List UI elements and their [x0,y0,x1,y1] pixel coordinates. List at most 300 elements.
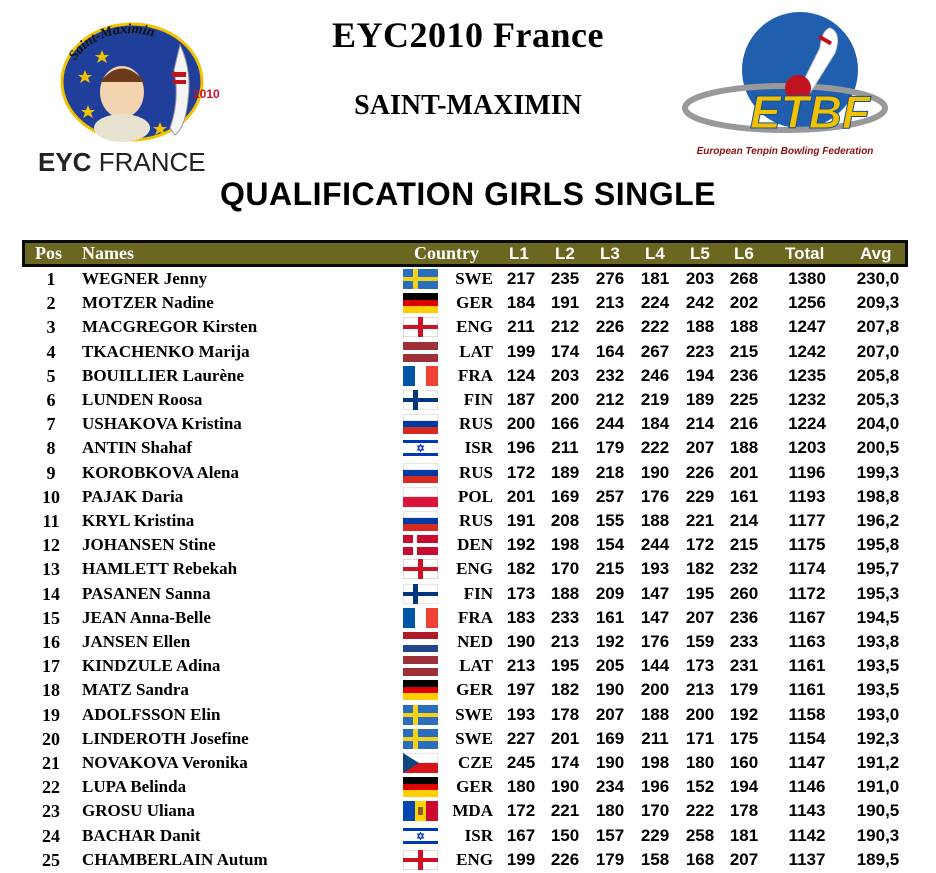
logo-arc-text: Saint-Maximin [66,21,157,64]
country-cell: SWE [455,269,493,288]
col-avg: Avg [860,244,892,263]
table-row [0,630,936,654]
l3-cell: 192 [595,632,625,651]
l2-cell: 203 [550,365,580,385]
total-cell: 1203 [788,438,826,458]
l3-cell: 213 [595,293,625,313]
pol-flag-icon [403,487,438,507]
avg-cell: 189,5 [856,849,900,869]
l1-cell: 172 [506,462,536,482]
lat-flag-icon [403,656,438,676]
col-pos: Pos [35,243,62,263]
name-cell: LUNDEN Roosa [82,390,203,409]
total-cell: 1232 [788,390,826,409]
l6-cell: 188 [729,438,759,458]
l1-cell: 196 [506,438,536,458]
name-cell: JANSEN Ellen [82,632,191,651]
name-cell: CHAMBERLAIN Autum [82,849,268,869]
pos-cell: 24 [42,825,60,846]
total-cell: 1142 [788,825,826,845]
table-row [0,848,936,872]
l2-cell: 235 [550,269,580,288]
pos-cell: 5 [46,365,56,386]
country-cell: RUS [458,462,493,482]
name-cell: ANTIN Shahaf [82,438,193,458]
l5-cell: 258 [685,825,715,845]
name-cell: KINDZULE Adina [82,656,221,676]
l4-cell: 219 [640,390,670,409]
l5-cell: 203 [685,269,715,288]
l1-cell: 211 [507,317,535,337]
isr-flag-icon [403,826,438,846]
name-cell: PAJAK Daria [82,486,184,506]
avg-cell: 207,8 [856,317,900,337]
table-row [0,412,936,436]
total-cell: 1196 [788,462,826,482]
l6-cell: 231 [729,656,759,676]
country-cell: FRA [458,365,493,385]
pos-cell: 13 [42,559,60,580]
l1-cell: 187 [506,390,536,409]
pos-cell: 15 [42,607,60,628]
l1-cell: 167 [506,825,536,845]
pos-cell: 4 [46,341,56,362]
eng-flag-icon [403,559,438,579]
l5-cell: 188 [685,317,715,337]
name-cell: MACGREGOR Kirsten [82,317,258,337]
avg-cell: 193,5 [856,680,900,700]
total-cell: 1172 [788,583,826,603]
eng-flag-icon [403,850,438,870]
ger-flag-icon [403,680,438,700]
l2-cell: 233 [550,607,580,627]
table-row [0,799,936,823]
l4-cell: 198 [640,753,670,772]
l5-cell: 222 [685,801,715,821]
l5-cell: 152 [685,777,715,797]
fra-flag-icon [403,366,438,386]
country-cell: LAT [459,341,493,361]
l4-cell: 222 [640,438,670,458]
avg-cell: 199,3 [856,462,900,482]
l6-cell: 181 [729,825,759,845]
table-row [0,533,936,557]
name-cell: ADOLFSSON Elin [82,704,221,724]
name-cell: TKACHENKO Marija [82,341,250,361]
name-cell: BACHAR Danit [82,825,201,845]
l4-cell: 229 [640,825,670,845]
avg-cell: 198,8 [856,486,900,506]
l3-cell: 155 [595,511,625,530]
total-cell: 1224 [788,414,826,434]
l1-cell: 197 [506,680,536,700]
pos-cell: 1 [46,269,56,289]
pos-cell: 17 [42,656,60,677]
l2-cell: 213 [550,632,580,651]
pos-cell: 25 [42,849,60,870]
l3-cell: 215 [595,559,625,579]
l5-cell: 173 [685,656,715,676]
l1-cell: 227 [506,728,536,748]
col-l2: L2 [555,244,575,263]
country-cell: LAT [459,656,493,676]
swe-flag-icon [403,729,438,749]
l1-cell: 183 [506,607,536,627]
name-cell: JOHANSEN Stine [82,535,216,555]
l1-cell: 200 [506,414,536,434]
name-cell: WEGNER Jenny [82,269,208,288]
l3-cell: 157 [595,825,625,845]
ned-flag-icon [403,632,438,652]
table-row [0,775,936,799]
country-cell: RUS [458,414,493,434]
l5-cell: 226 [685,462,715,482]
l6-cell: 215 [729,535,759,555]
name-cell: MOTZER Nadine [82,293,214,313]
etbf-logo [680,8,890,168]
l3-cell: 207 [595,704,625,724]
table-row [0,340,936,364]
l2-cell: 226 [550,849,580,869]
name-cell: USHAKOVA Kristina [82,414,242,434]
table-row [0,727,936,751]
country-cell: ENG [456,317,493,337]
avg-cell: 205,3 [856,390,900,409]
total-cell: 1235 [788,365,826,385]
pos-cell: 21 [42,753,60,773]
pos-cell: 2 [46,293,56,314]
l6-cell: 236 [729,365,759,385]
rus-flag-icon [403,511,438,531]
l4-cell: 144 [640,656,670,676]
total-cell: 1247 [788,317,826,337]
total-cell: 1174 [788,559,826,579]
l2-cell: 221 [550,801,580,821]
l5-cell: 180 [685,753,715,772]
name-cell: JEAN Anna-Belle [82,607,211,627]
country-cell: DEN [457,535,493,555]
l1-cell: 180 [506,777,536,797]
l5-cell: 221 [685,511,715,530]
l3-cell: 226 [595,317,625,337]
event-subtitle: SAINT-MAXIMIN [354,90,582,121]
l1-cell: 190 [506,632,536,651]
l3-cell: 190 [595,753,625,772]
swe-flag-icon [403,269,438,289]
rus-flag-icon [403,463,438,483]
l5-cell: 172 [685,535,715,555]
l5-cell: 207 [685,607,715,627]
pos-cell: 19 [42,704,60,725]
l1-cell: 182 [506,559,536,579]
name-cell: KOROBKOVA Alena [82,462,239,482]
total-cell: 1161 [788,656,826,676]
country-cell: CZE [458,753,493,772]
pos-cell: 20 [42,728,60,749]
avg-cell: 205,8 [856,365,900,385]
logo-etbf-letters: ETBF [750,86,871,138]
l6-cell: 260 [729,583,759,603]
col-l6: L6 [734,244,754,263]
col-l3: L3 [600,244,620,263]
total-cell: 1242 [788,341,826,361]
col-total: Total [785,244,825,263]
name-cell: NOVAKOVA Veronika [82,753,248,772]
avg-cell: 190,5 [856,801,900,821]
table-row [0,291,936,315]
table-row [0,388,936,412]
country-cell: NED [457,632,493,651]
total-cell: 1137 [788,849,826,869]
total-cell: 1154 [788,728,826,748]
avg-cell: 193,0 [856,704,900,724]
name-cell: GROSU Uliana [82,801,195,821]
logo-country: FRANCE [98,147,206,177]
total-cell: 1163 [788,632,826,651]
l5-cell: 195 [685,583,715,603]
col-l1: L1 [509,244,529,263]
l4-cell: 190 [640,462,670,482]
avg-cell: 195,3 [856,583,900,603]
l5-cell: 171 [685,728,715,748]
swe-flag-icon [403,705,438,725]
pos-cell: 7 [46,414,56,435]
l4-cell: 147 [640,583,670,603]
l2-cell: 169 [550,486,580,506]
l1-cell: 199 [506,341,536,361]
l5-cell: 223 [685,341,715,361]
l5-cell: 207 [685,438,715,458]
l4-cell: 267 [640,341,670,361]
table-row [0,703,936,727]
l1-cell: 193 [506,704,536,724]
l2-cell: 190 [550,777,580,797]
l5-cell: 213 [685,680,715,700]
table-header [22,240,908,267]
pos-cell: 3 [46,317,56,338]
col-l4: L4 [645,244,665,263]
l6-cell: 215 [729,341,759,361]
avg-cell: 196,2 [856,511,900,530]
total-cell: 1161 [788,680,826,700]
col-names: Names [82,243,134,263]
pos-cell: 9 [46,462,56,483]
l2-cell: 166 [550,414,580,434]
event-title: EYC2010 France [332,15,604,55]
mda-flag-icon [403,801,438,821]
l6-cell: 201 [729,462,759,482]
l2-cell: 174 [550,753,580,772]
l4-cell: 158 [640,849,670,869]
fin-flag-icon [403,390,438,410]
l1-cell: 199 [506,849,536,869]
l1-cell: 124 [506,365,536,385]
logo-caption: European Tenpin Bowling Federation [696,146,874,157]
country-cell: MDA [452,801,493,821]
country-cell: ENG [456,559,493,579]
l3-cell: 179 [595,438,625,458]
l2-cell: 191 [550,293,580,313]
l3-cell: 179 [595,849,625,869]
l2-cell: 208 [550,511,580,530]
total-cell: 1146 [788,777,826,797]
name-cell: LUPA Belinda [82,777,187,797]
l5-cell: 214 [685,414,715,434]
l1-cell: 191 [506,511,536,530]
l6-cell: 202 [729,293,759,313]
country-cell: FRA [458,607,493,627]
name-cell: KRYL Kristina [82,511,195,530]
pos-cell: 22 [42,777,60,798]
logo-eyc-text [38,147,206,178]
l2-cell: 212 [550,317,580,337]
l4-cell: 193 [640,559,670,579]
country-cell: FIN [463,583,493,603]
l3-cell: 276 [595,269,625,288]
l6-cell: 179 [729,680,759,700]
lat-flag-icon [403,342,438,362]
l1-cell: 192 [506,535,536,555]
l6-cell: 161 [729,486,759,506]
col-l5: L5 [690,244,710,263]
l4-cell: 188 [640,511,670,530]
l6-cell: 233 [729,632,759,651]
table-row [0,678,936,702]
l3-cell: 234 [595,777,625,797]
l6-cell: 214 [729,511,759,530]
l4-cell: 170 [640,801,670,821]
avg-cell: 195,7 [856,559,900,579]
l5-cell: 159 [685,632,715,651]
l6-cell: 268 [729,269,759,288]
avg-cell: 204,0 [856,414,900,434]
l3-cell: 257 [595,486,625,506]
table-row [0,267,936,291]
avg-cell: 193,5 [856,656,900,676]
l6-cell: 236 [729,607,759,627]
logo-eyc: EYC [38,147,92,177]
l3-cell: 180 [595,801,625,821]
l1-cell: 184 [506,293,536,313]
l4-cell: 211 [641,728,669,748]
eng-flag-icon [403,317,438,337]
l1-cell: 245 [506,753,536,772]
l3-cell: 169 [595,728,625,748]
l2-cell: 198 [550,535,580,555]
name-cell: BOUILLIER Laurène [82,365,244,385]
pos-cell: 10 [42,486,60,507]
total-cell: 1175 [788,535,826,555]
country-cell: GER [456,777,493,797]
page-title: QUALIFICATION GIRLS SINGLE [220,176,716,212]
total-cell: 1380 [788,269,826,288]
ger-flag-icon [403,293,438,313]
l6-cell: 160 [729,753,759,772]
l6-cell: 194 [729,777,759,797]
l3-cell: 190 [595,680,625,700]
l2-cell: 174 [550,341,580,361]
avg-cell: 209,3 [856,293,900,313]
total-cell: 1193 [788,486,826,506]
l1-cell: 172 [506,801,536,821]
l5-cell: 200 [685,704,715,724]
l2-cell: 189 [550,462,580,482]
l2-cell: 211 [551,438,579,458]
cze-flag-icon [403,753,438,773]
l6-cell: 207 [729,849,759,869]
pos-cell: 23 [42,801,60,822]
pos-cell: 18 [42,680,60,701]
l2-cell: 201 [550,728,580,748]
l2-cell: 182 [550,680,580,700]
name-cell: MATZ Sandra [82,680,189,700]
l6-cell: 216 [729,414,759,434]
l6-cell: 188 [729,317,759,337]
isr-flag-icon [403,438,438,458]
l4-cell: 244 [640,535,670,555]
l4-cell: 181 [640,269,670,288]
l3-cell: 209 [595,583,625,603]
l3-cell: 161 [595,607,625,627]
logo-year: 2010 [193,87,220,101]
l4-cell: 188 [640,704,670,724]
name-cell: HAMLETT Rebekah [82,559,238,579]
l5-cell: 194 [685,365,715,385]
l3-cell: 218 [595,462,625,482]
avg-cell: 195,8 [856,535,900,555]
total-cell: 1167 [788,607,826,627]
avg-cell: 191,0 [856,777,900,797]
l2-cell: 188 [550,583,580,603]
avg-cell: 192,3 [856,728,900,748]
pos-cell: 11 [42,511,60,531]
l3-cell: 232 [595,365,625,385]
l5-cell: 229 [685,486,715,506]
l4-cell: 222 [640,317,670,337]
l2-cell: 195 [550,656,580,676]
country-cell: POL [458,486,493,506]
total-cell: 1143 [788,801,826,821]
table-row [0,436,936,460]
pos-cell: 14 [42,583,60,604]
country-cell: GER [456,293,493,313]
table-row [0,461,936,485]
table-row [0,606,936,630]
name-cell: LINDEROTH Josefine [82,728,249,748]
avg-cell: 194,5 [856,607,900,627]
l5-cell: 168 [685,849,715,869]
l4-cell: 184 [640,414,670,434]
ger-flag-icon [403,777,438,797]
l4-cell: 200 [640,680,670,700]
den-flag-icon [403,535,438,555]
l6-cell: 192 [729,704,759,724]
l3-cell: 154 [595,535,625,555]
l1-cell: 217 [506,269,536,288]
fra-flag-icon [403,608,438,628]
country-cell: GER [456,680,493,700]
avg-cell: 193,8 [856,632,900,651]
total-cell: 1256 [788,293,826,313]
table-row [0,654,936,678]
l5-cell: 242 [685,293,715,313]
pos-cell: 8 [46,438,56,459]
l6-cell: 232 [729,559,759,579]
l5-cell: 182 [685,559,715,579]
country-cell: SWE [455,704,493,724]
l4-cell: 246 [640,365,670,385]
l1-cell: 213 [506,656,536,676]
